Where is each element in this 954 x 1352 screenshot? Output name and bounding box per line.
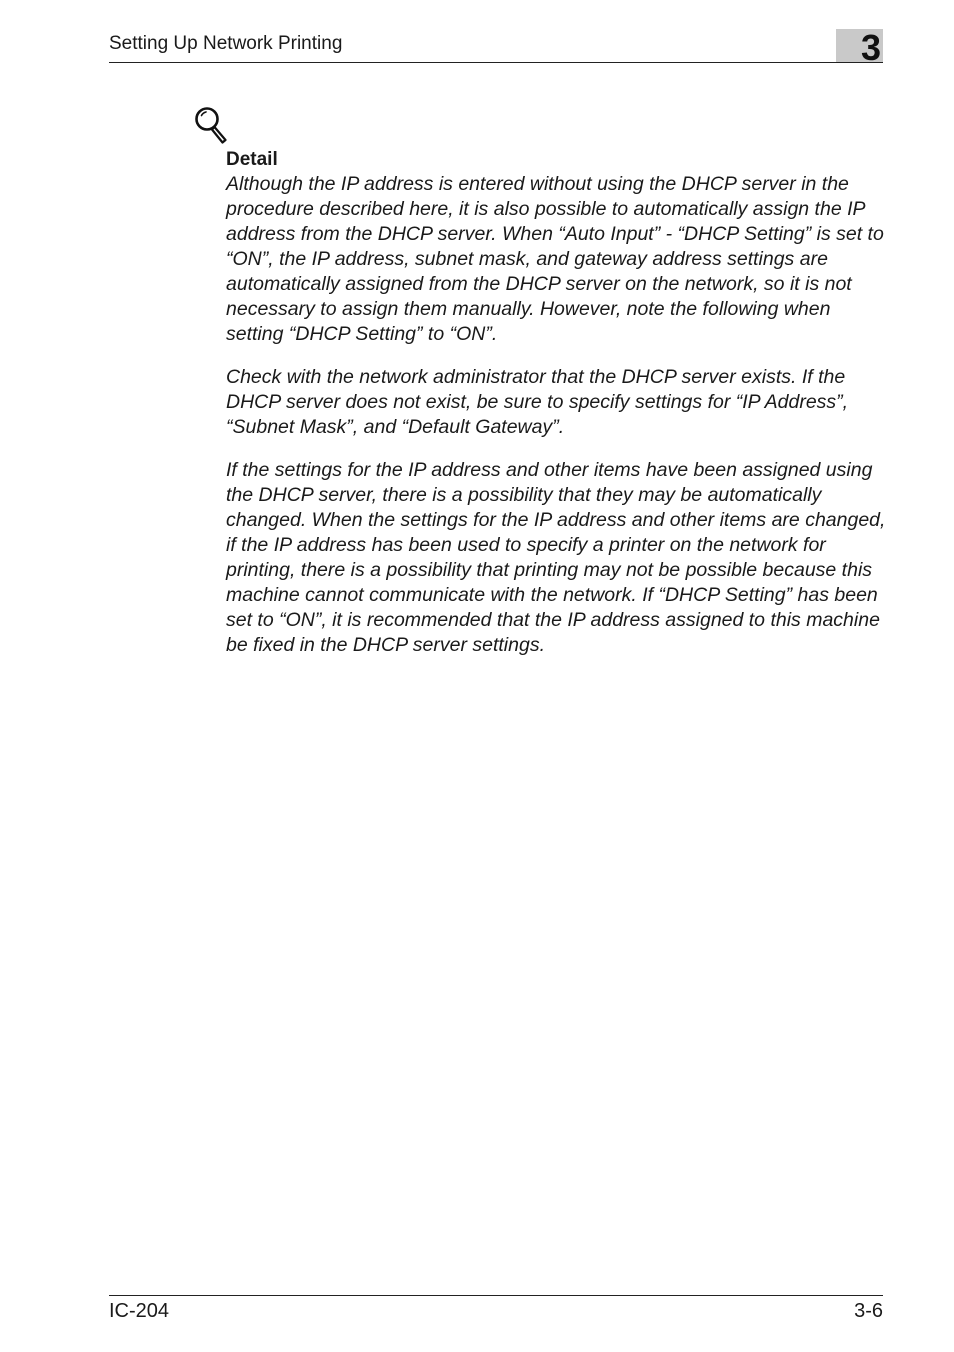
running-header-title: Setting Up Network Printing [109,33,343,54]
footer-rule [109,1295,883,1296]
detail-heading: Detail [226,149,278,170]
detail-paragraph: If the settings for the IP address and other items have been assigned using the DHCP server, there is a possibility that they may be automatically changed. When the settings for the IP address and other items are changed, if the IP address has been used to specify a printer on the network for printing, there is a possibility that printing may not be possible because this machine cannot communicate with the network. If “DHCP Setting” has been set to “ON”, it is recommended that the IP address assigned to this machine be fixed in the DHCP server settings. [226,459,886,656]
detail-paragraph: Although the IP address is entered without using the DHCP server in the procedure described here, it is also possible to automatically assign the IP address from the DHCP server. When “Auto Input” - “DHCP Setting” is set to “ON”, the IP address, subnet mask, and gateway address settings are automatically assigned from the DHCP server on the network, so it is not necessary to assign them manually. However, note the following when setting “DHCP Setting” to “ON”. [226,173,884,345]
magnifier-icon [194,106,230,144]
footer-model-name: IC-204 [109,1300,170,1322]
detail-paragraph: Check with the network administrator that the DHCP server exists. If the DHCP server does not exist, be sure to specify settings for “IP Address”, “Subnet Mask”, and “Default Gateway”. [226,366,849,438]
chapter-number: 3 [860,27,881,68]
header-rule [109,62,883,63]
detail-note [226,147,886,676]
footer-page-number: 3-6 [854,1300,883,1322]
chapter-tab [836,27,883,68]
